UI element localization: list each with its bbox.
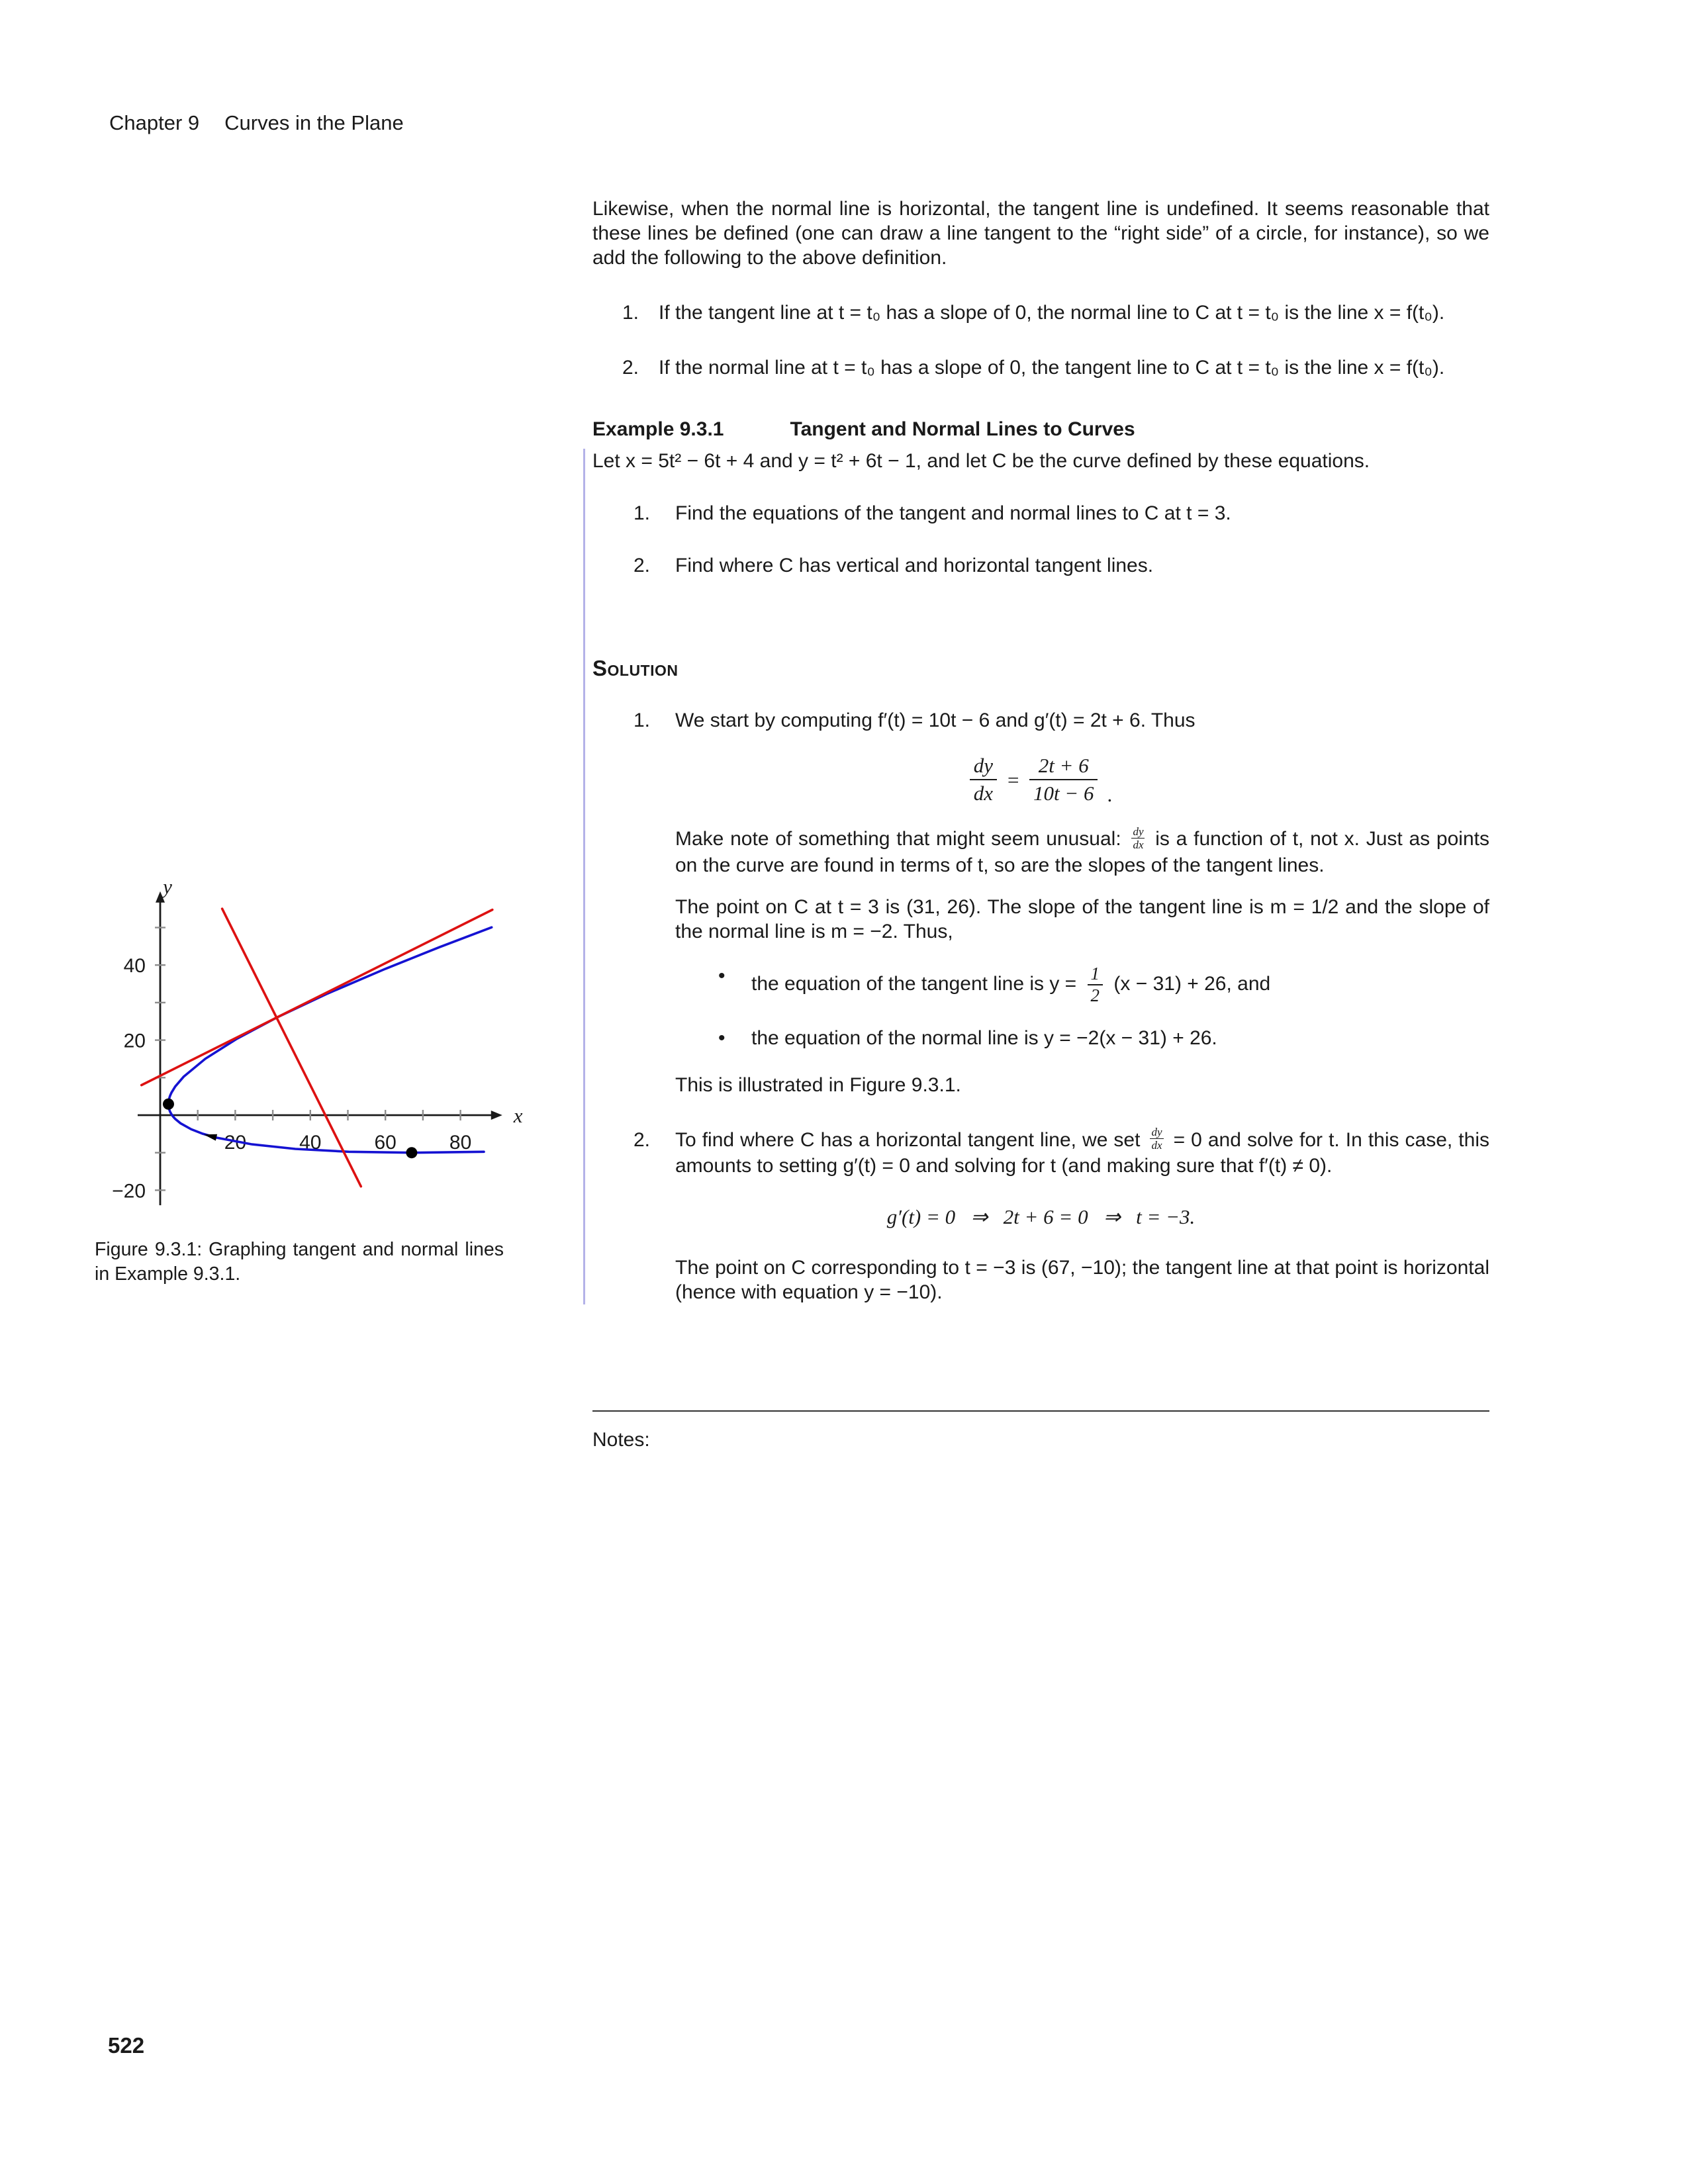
bullet-text-post: (x − 31) + 26, and xyxy=(1113,972,1271,995)
fraction-denominator: dx xyxy=(1151,1139,1162,1152)
fraction-numerator: dy xyxy=(1133,825,1144,838)
notes-divider xyxy=(592,1410,1489,1412)
figure-caption: Figure 9.3.1: Graphing tangent and normal lines in Example 9.3.1. xyxy=(95,1239,504,1285)
bullet-text: the equation of the normal line is y = −2(x − 31) + 26. xyxy=(751,1026,1217,1049)
svg-text:20: 20 xyxy=(123,1030,146,1052)
step-number: 2. xyxy=(633,1128,651,1151)
page-header xyxy=(109,111,404,135)
one-half-fraction xyxy=(1088,964,1103,1006)
notes-label: Notes: xyxy=(592,1429,650,1451)
item-number: 2. xyxy=(633,555,651,576)
example-label: Example 9.3.1 xyxy=(592,418,724,440)
svg-text:20: 20 xyxy=(224,1132,247,1154)
solution-step-1 xyxy=(592,708,1489,733)
svg-text:y: y xyxy=(163,875,172,898)
fraction-denominator: 2 xyxy=(1088,984,1103,1006)
example-body xyxy=(583,449,1489,1304)
note-pre: Make note of something that might seem unusual: xyxy=(675,828,1121,850)
svg-text:80: 80 xyxy=(449,1132,472,1154)
fraction-numerator: dy xyxy=(1151,1126,1162,1139)
definition-item-1 xyxy=(592,300,1489,325)
step-text-pre: To find where C has a horizontal tangent line, we set xyxy=(675,1128,1141,1151)
conclusion-paragraph: The point on C corresponding to t = −3 is (67, −10); the tangent line at that point is horizontal (hence with equation y = −10). xyxy=(675,1257,1489,1304)
main-text-column xyxy=(592,197,1489,1452)
item-text: Find where C has vertical and horizontal tangent lines. xyxy=(675,555,1154,576)
solution-heading: Solution xyxy=(592,656,679,680)
example-task-2 xyxy=(592,553,1489,578)
svg-text:−20: −20 xyxy=(112,1180,146,1203)
item-number: 1. xyxy=(622,302,639,324)
example-task-1 xyxy=(592,501,1489,525)
bullet-text-pre: the equation of the tangent line is y = xyxy=(751,972,1077,995)
bullet-icon: • xyxy=(718,964,726,987)
intro-paragraph: Likewise, when the normal line is horizontal, the tangent line is undefined. It seems reasonable that these lines be defined (one can draw a line tangent to the “right side” of a circle, for instance), so we add the following to the above definition. xyxy=(592,198,1489,269)
fraction-denominator: 10t − 6 xyxy=(1029,779,1098,807)
definition-item-2 xyxy=(592,355,1489,380)
svg-text:60: 60 xyxy=(374,1132,397,1154)
fraction-numerator: 2t + 6 xyxy=(1038,754,1089,777)
tangent-line-bullet xyxy=(592,964,1489,1006)
step-text-post: = 0 and solve for t. In this case, this amounts to setting g′(t) = 0 and solving for t (and making sure that f′(t) ≠ 0). xyxy=(675,1128,1489,1177)
note-post: is a function of t, not x. Just as points on the curve are found in terms of t, so are the slopes of the tangent lines. xyxy=(675,828,1489,876)
bullet-icon: • xyxy=(718,1026,726,1049)
svg-text:x: x xyxy=(513,1104,523,1127)
step-number: 1. xyxy=(633,709,651,731)
example-intro: Let x = 5t² − 6t + 4 and y = t² + 6t − 1, and let C be the curve defined by these equations. xyxy=(592,450,1370,472)
fraction-denominator: dx xyxy=(1133,838,1144,851)
curve-direction-arrow xyxy=(204,1134,217,1141)
example-block xyxy=(592,417,1489,1304)
item-number: 2. xyxy=(622,357,639,379)
example-title xyxy=(592,417,1489,441)
normal-line-bullet xyxy=(592,1026,1489,1050)
item-number: 1. xyxy=(633,502,651,524)
equation-period: . xyxy=(1107,783,1113,806)
fraction-denominator: dx xyxy=(970,779,997,807)
fraction-numerator: dy xyxy=(973,754,994,777)
equals-sign: = xyxy=(1006,768,1020,792)
inline-dy-dx-fraction xyxy=(1131,825,1145,851)
note-paragraph xyxy=(592,827,1489,878)
figure-chart xyxy=(89,855,526,1226)
fraction-numerator: 1 xyxy=(1090,963,1100,983)
svg-text:40: 40 xyxy=(299,1132,322,1154)
gprime-equation: g′(t) = 0 ⇒ 2t + 6 = 0 ⇒ t = −3. xyxy=(886,1205,1196,1229)
chapter-label: Chapter 9 xyxy=(109,111,200,134)
derivative-equation xyxy=(592,752,1489,807)
step-text: We start by computing f′(t) = 10t − 6 and g′(t) = 2t + 6. Thus xyxy=(675,709,1196,731)
example-name: Tangent and Normal Lines to Curves xyxy=(790,418,1135,440)
dy-dx-fraction xyxy=(970,752,997,807)
item-text: Find the equations of the tangent and normal lines to C at t = 3. xyxy=(675,502,1231,524)
item-text: If the tangent line at t = t₀ has a slope of 0, the normal line to C at t = t₀ is the line x = f(t₀). xyxy=(659,302,1445,324)
figure-reference: This is illustrated in Figure 9.3.1. xyxy=(675,1073,961,1096)
inline-dy-dx-fraction xyxy=(1150,1126,1163,1152)
svg-text:40: 40 xyxy=(123,955,146,978)
item-text: If the normal line at t = t₀ has a slope of 0, the tangent line to C at t = t₀ is the line x = f(t₀). xyxy=(659,357,1445,379)
chapter-title: Curves in the Plane xyxy=(224,111,404,134)
figure-9-3-1 xyxy=(89,855,526,1287)
slope-fraction xyxy=(1029,752,1098,807)
x-axis-arrow xyxy=(491,1111,502,1120)
page-number: 522 xyxy=(108,2033,145,2058)
solution-step-2 xyxy=(592,1128,1489,1179)
point-paragraph: The point on C at t = 3 is (31, 26). The slope of the tangent line is m = 1/2 and the slope of the normal line is m = −2. Thus, xyxy=(675,895,1489,942)
